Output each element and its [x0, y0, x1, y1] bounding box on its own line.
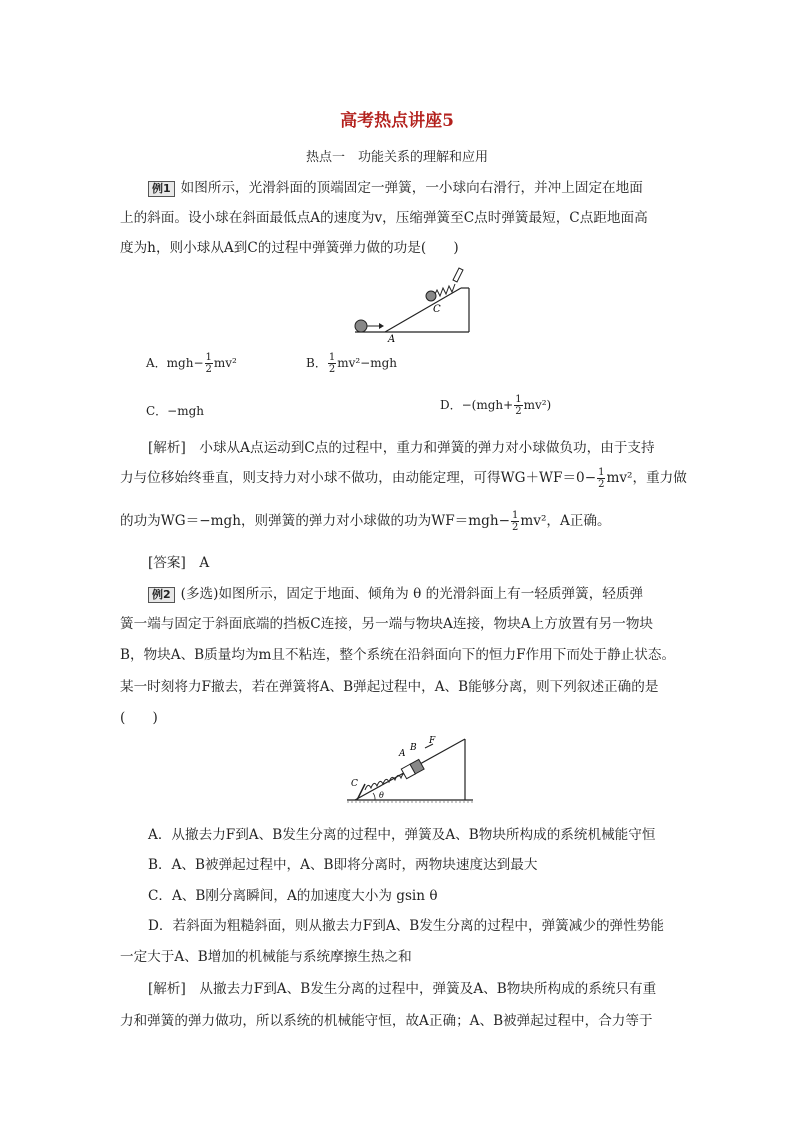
block-a-label: A: [399, 749, 406, 759]
example-1-option-d: D．−(mgh+ $\frac{1}{2}$ mv²): [440, 394, 552, 417]
example-1-solution-line-2: 力与位移始终垂直，则支持力对小球不做功，由动能定理，可得WG＋WF＝0− $\frac{1}{2}$ mv²，重力做: [120, 467, 687, 490]
example-1-line-1: 例1 如图所示，光滑斜面的顶端固定一弹簧，一小球向右滑行，并冲上固定在地面: [148, 176, 643, 197]
example-2-line-1: 例2 (多选)如图所示，固定于地面、倾角为 θ 的光滑斜面上有一轻质弹簧，轻质弹: [148, 582, 643, 603]
example-1-solution-line-3: 的功为WG＝−mgh，则弹簧的弹力对小球做的功为WF＝mgh− $\frac{1}{2}$ mv²，A正确。: [120, 510, 611, 533]
force-f-label: F: [429, 736, 436, 746]
example-1-tag: 例1: [148, 181, 175, 197]
example-1-answer: [答案] A: [148, 555, 210, 571]
example-1-option-c: C．−mgh: [146, 404, 205, 418]
example-1-line-2: 上的斜面。设小球在斜面最低点A的速度为v，压缩弹簧至C点时弹簧最短，C点距地面高: [120, 210, 648, 226]
example-2-line-2: 簧一端与固定于斜面底端的挡板C连接，另一端与物块A连接，物块A上方放置有另一物块: [120, 616, 654, 632]
incline-spring-figure: [345, 262, 475, 344]
point-c-label: C: [433, 304, 441, 315]
example-2-option-c: C．A、B刚分离瞬间，A的加速度大小为 gsin θ: [148, 888, 438, 904]
point-a-label: A: [388, 334, 396, 344]
example-2-option-d-line-2: 一定大于A、B增加的机械能与系统摩擦生热之和: [120, 949, 412, 965]
example-1-option-a: A．mgh− $\frac{1}{2}$ mv²: [146, 352, 237, 375]
section-heading: 热点一 功能关系的理解和应用: [305, 150, 488, 165]
page-title: 高考热点讲座5: [340, 111, 454, 131]
example-2-option-d-line-1: D．若斜面为粗糙斜面，则从撤去力F到A、B发生分离的过程中，弹簧减少的弹性势能: [148, 918, 664, 934]
plate-c-label: C: [351, 779, 358, 789]
example-2-option-a: A．从撤去力F到A、B发生分离的过程中，弹簧及A、B物块所构成的系统机械能守恒: [148, 827, 656, 843]
example-1-option-b: B． $\frac{1}{2}$ mv²−mgh: [306, 352, 398, 375]
example-2-solution-line-1: [解析] 从撤去力F到A、B发生分离的过程中，弹簧及A、B物块所构成的系统只有重: [148, 981, 657, 997]
block-b-label: B: [410, 743, 417, 753]
example-1-line-3: 度为h，则小球从A到C的过程中弹簧弹力做的功是( ): [120, 240, 459, 256]
example-2-tag: 例2: [148, 587, 175, 603]
example-2-solution-line-2: 力和弹簧的弹力做功，所以系统的机械能守恒，故A正确；A、B被弹起过程中，合力等于: [120, 1013, 653, 1029]
example-2-line-3: B，物块A、B质量均为m且不粘连，整个系统在沿斜面向下的恒力F作用下而处于静止状态。: [120, 647, 676, 663]
incline-blocks-figure: [343, 734, 478, 804]
angle-theta-label: θ: [379, 791, 384, 800]
example-1-solution-line-1: [解析] 小球从A点运动到C点的过程中，重力和弹簧的弹力对小球做负功，由于支持: [148, 440, 655, 456]
example-2-line-5: ( ): [120, 710, 158, 726]
example-2-option-b: B．A、B被弹起过程中，A、B即将分离时，两物块速度达到最大: [148, 857, 538, 873]
example-2-line-4: 某一时刻将力F撤去，若在弹簧将A、B弹起过程中，A、B能够分离，则下列叙述正确的是: [120, 679, 659, 695]
